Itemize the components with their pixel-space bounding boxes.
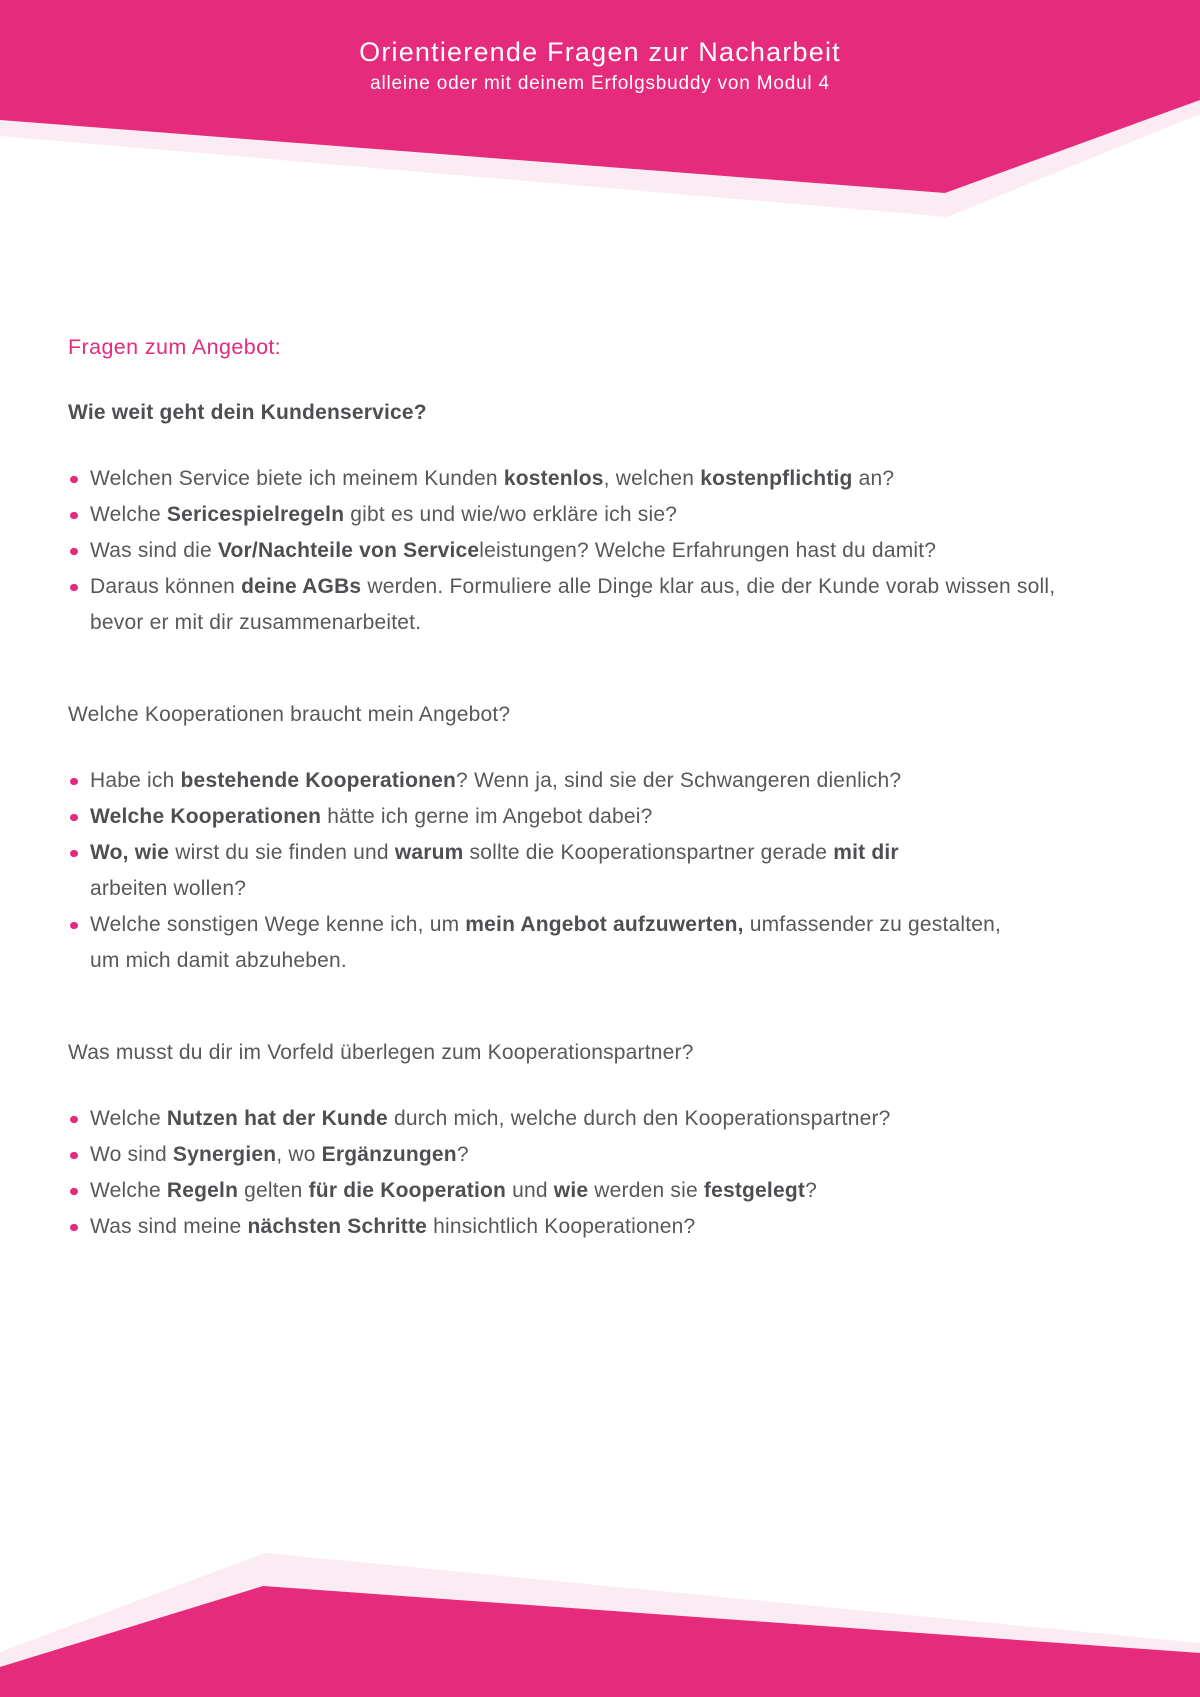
list-item: Wo sind Synergien, wo Ergänzungen? bbox=[68, 1137, 1140, 1173]
list-item: Wo, wie wirst du sie finden und warum sollte die Kooperationspartner gerade mit dir arbeiten wollen? bbox=[68, 835, 1140, 907]
question: Wie weit geht dein Kundenservice? bbox=[68, 401, 427, 424]
section-label: Fragen zum Angebot: bbox=[68, 335, 282, 359]
list-item: Daraus können deine AGBs werden. Formuliere alle Dinge klar aus, die der Kunde vorab wissen soll, bevor er mit dir zusammenarbeitet. bbox=[68, 569, 1140, 641]
bullet-list bbox=[68, 1101, 1140, 1245]
list-item: Welchen Service biete ich meinem Kunden kostenlos, welchen kostenpflichtig an? bbox=[68, 461, 1140, 497]
list-item: Was sind die Vor/Nachteile von Serviceleistungen? Welche Erfahrungen hast du damit? bbox=[68, 533, 1140, 569]
question: Was musst du dir im Vorfeld überlegen zum Kooperationspartner? bbox=[68, 1041, 694, 1064]
bullet-list bbox=[68, 461, 1140, 641]
list-item: Was sind meine nächsten Schritte hinsichtlich Kooperationen? bbox=[68, 1209, 1140, 1245]
list-item: Welche Regeln gelten für die Kooperation und wie werden sie festgelegt? bbox=[68, 1173, 1140, 1209]
bullet-list bbox=[68, 763, 1140, 979]
question-group bbox=[68, 1035, 1140, 1245]
list-item: Habe ich bestehende Kooperationen? Wenn ja, sind sie der Schwangeren dienlich? bbox=[68, 763, 1140, 799]
question-group bbox=[68, 395, 1140, 641]
question-group bbox=[68, 697, 1140, 979]
content-area bbox=[68, 329, 1140, 1245]
list-item: Welche sonstigen Wege kenne ich, um mein Angebot aufzuwerten, umfassender zu gestalten, um mich damit abzuheben. bbox=[68, 907, 1140, 979]
question: Welche Kooperationen braucht mein Angebot? bbox=[68, 703, 511, 726]
page-header bbox=[0, 36, 1200, 97]
list-item: Welche Nutzen hat der Kunde durch mich, welche durch den Kooperationspartner? bbox=[68, 1101, 1140, 1137]
question-groups bbox=[68, 395, 1140, 1245]
page-title: Orientierende Fragen zur Nacharbeit bbox=[359, 37, 841, 67]
list-item: Welche Kooperationen hätte ich gerne im Angebot dabei? bbox=[68, 799, 1140, 835]
page-subtitle: alleine oder mit deinem Erfolgsbuddy von Modul 4 bbox=[370, 73, 830, 94]
list-item: Welche Sericespielregeln gibt es und wie/wo erkläre ich sie? bbox=[68, 497, 1140, 533]
